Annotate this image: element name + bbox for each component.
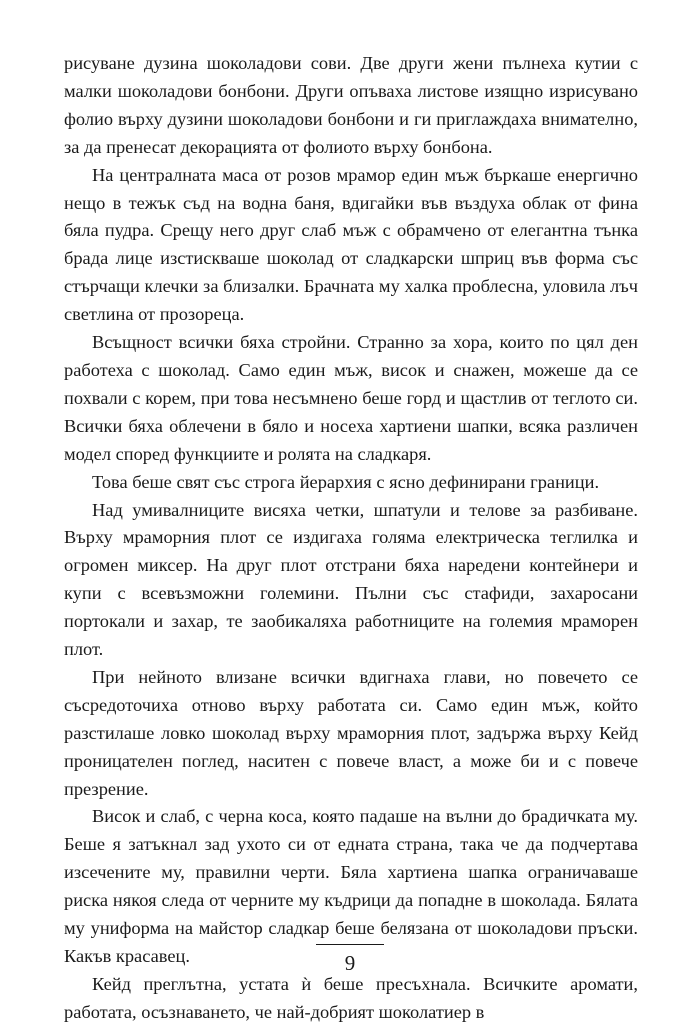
page-body: [64, 50, 638, 1027]
paragraph: При нейното влизане всички вдигнаха глави, но повечето се съсредоточиха отново върху работата си. Само един мъж, който разстилаше ловко шоколад върху мраморния плот, задържа върху Кейд проницателен поглед, наситен с повече власт, а може би и с повече презрение.: [64, 666, 638, 799]
paragraph: Това беше свят със строга йерархия с ясно дефинирани граници.: [92, 471, 600, 492]
paragraph: На централната маса от розов мрамор един мъж бъркаше енергично нещо в тежък съд на водна баня, вдигайки във въздуха облак от фина бяла пудра. Срещу него друг слаб мъж с обрамчено от елегантна тънка брада лице изстискваше шоколад от сладкарски шприц във форма със стърчащи клечки за близалки. Брачната му халка проблесна, уловила лъч светлина от прозореца.: [64, 164, 638, 325]
paragraph: Висок и слаб, с черна коса, която падаше на вълни до брадичката му. Беше я затъкнал зад ухото си от едната страна, така че да подчертава изсечените му, правилни черти. Бяла хартиена шапка ограничаваше риска някоя следа от черните му къдрици да попадне в шоколада. Бялата му униформа на майстор сладкар беше белязана от шоколадови пръски. Какъв красавец.: [64, 806, 638, 966]
footer-rule: [316, 944, 384, 945]
page-number: 9: [344, 951, 356, 975]
paragraph: Всъщност всички бяха стройни. Странно за хора, които по цял ден работеха с шоколад. Само един мъж, висок и снажен, можеше да се похвали с корем, при това несъмнено беше горд и щастлив от теглото си. Всички бяха облечени в бяло и носеха хартиени шапки, всяка различен модел според функциите и ролята на сладкаря.: [64, 332, 638, 464]
paragraph: Кейд преглътна, устата ѝ беше пресъхнала. Всичките аромати, работата, осъзнаването, че най-добрият шоколатиер в: [64, 973, 638, 1022]
paragraph: рисуване дузина шоколадови сови. Две други жени пълнеха кутии с малки шоколадови бонбони. Други опъваха листове изящно изрисувано фолио върху дузини шоколадови бонбони и ги приглаждаха внимателно, за да пренесат декорацията от фолиото върху бонбона.: [64, 53, 638, 157]
paragraph: Над умивалниците висяха четки, шпатули и телове за разбиване. Върху мраморния плот се издигаха голяма електрическа теглилка и огромен миксер. На друг плот отстрани бяха наредени контейнери и купи с всевъзможни големини. Пълни със стафиди, захаросани портокали и захар, те заобикаляха работниците на големия мраморен плот.: [64, 499, 638, 660]
